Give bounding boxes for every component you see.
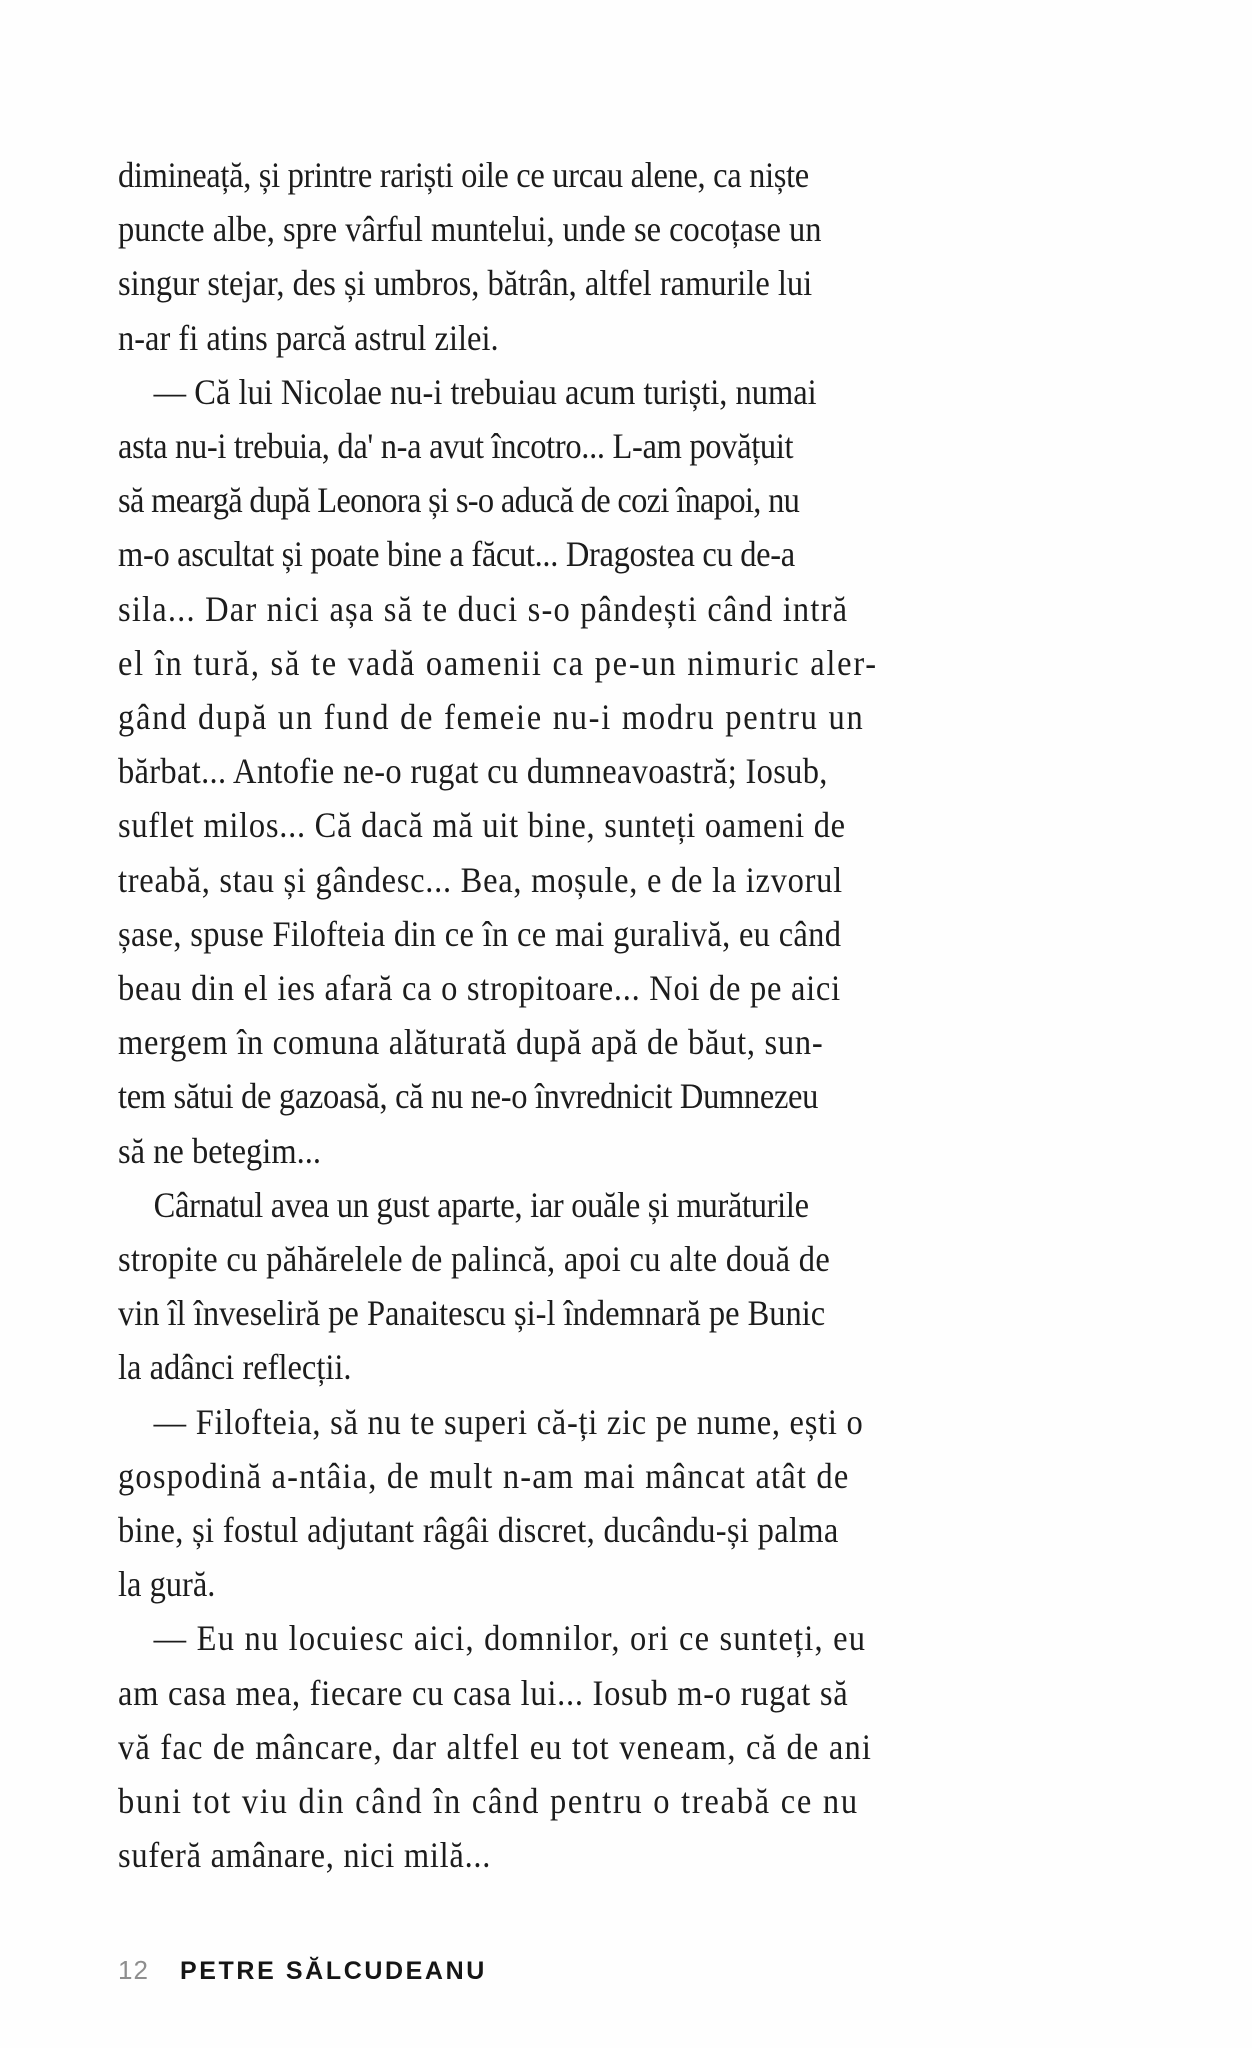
text-line: să meargă după Leonora și s-o aducă de cozi înapoi, nu (118, 480, 800, 521)
text-line: bine, și fostul adjutant râgâi discret, ducându-și palma (118, 1510, 839, 1551)
text-line: tem sătui de gazoasă, că nu ne-o învrednicit Dumnezeu (118, 1076, 819, 1117)
paragraph (118, 365, 878, 1178)
text-line: suflet milos... Că dacă mă uit bine, sunteți oameni de (118, 805, 846, 846)
page-text-block (118, 148, 878, 1883)
paragraph (118, 1178, 831, 1395)
text-line: n-ar fi atins parcă astrul zilei. (118, 317, 499, 358)
text-line: gospodină a-ntâia, de mult n-am mai mâncat atât de (118, 1455, 850, 1496)
running-head-author: PETRE SĂLCUDEANU (180, 1957, 487, 1985)
text-line: dimineață, și printre rariști oile ce urcau alene, ca niște (118, 155, 809, 195)
text-line: Cârnatul avea un gust aparte, iar ouăle și murăturile (153, 1184, 809, 1225)
text-line: buni tot viu din când în când pentru o treabă ce nu (118, 1781, 859, 1822)
text-line: șase, spuse Filofteia din ce în ce mai guralivă, eu când (118, 913, 842, 954)
text-line: să ne betegim... (118, 1130, 321, 1171)
text-line: sila... Dar nici așa să te duci s-o pândești când intră (118, 588, 849, 629)
page-number: 12 (118, 1955, 149, 1985)
text-line: beau din el ies afară ca o stropitoare... Noi de pe aici (118, 968, 841, 1009)
text-line: m-o ascultat și poate bine a făcut... Dragostea cu de-a (118, 534, 795, 575)
text-line: stropite cu păhărelele de palincă, apoi cu alte două de (118, 1239, 831, 1280)
text-line: am casa mea, fiecare cu casa lui... Iosub m-o rugat să (118, 1672, 849, 1713)
text-line: singur stejar, des și umbros, bătrân, altfel ramurile lui (118, 263, 813, 304)
paragraph (118, 148, 824, 365)
paragraph (118, 1611, 873, 1882)
text-line: suferă amânare, nici milă... (118, 1835, 492, 1876)
text-line: vă fac de mâncare, dar altfel eu tot veneam, că de ani (118, 1726, 873, 1767)
text-line: la adânci reflecții. (118, 1347, 352, 1388)
text-line: la gură. (118, 1564, 216, 1605)
text-line: — Eu nu locuiesc aici, domnilor, ori ce sunteți, eu (153, 1618, 867, 1659)
text-line: treabă, stau și gândesc... Bea, moșule, e de la izvorul (118, 859, 843, 900)
text-line: — Că lui Nicolae nu-i trebuiau acum turiști, numai (153, 371, 817, 412)
text-line: el în tură, să te vadă oamenii ca pe-un nimuric aler- (118, 642, 878, 683)
text-line: gând după un fund de femeie nu-i modru pentru un (118, 697, 865, 738)
paragraph (118, 1395, 864, 1612)
text-line: vin îl înveseliră pe Panaitescu și-l îndemnară pe Bunic (118, 1293, 826, 1334)
page-footer (118, 1955, 824, 1995)
text-line: mergem în comuna alăturată după apă de băut, sun- (118, 1022, 824, 1063)
text-line: — Filofteia, să nu te superi că-ți zic pe nume, ești o (153, 1401, 864, 1442)
text-line: puncte albe, spre vârful muntelui, unde se cocoțase un (118, 209, 822, 250)
text-line: asta nu-i trebuia, da' n-a avut încotro... L-am povățuit (118, 426, 794, 467)
text-line: bărbat... Antofie ne-o rugat cu dumneavoastră; Iosub, (118, 751, 828, 792)
